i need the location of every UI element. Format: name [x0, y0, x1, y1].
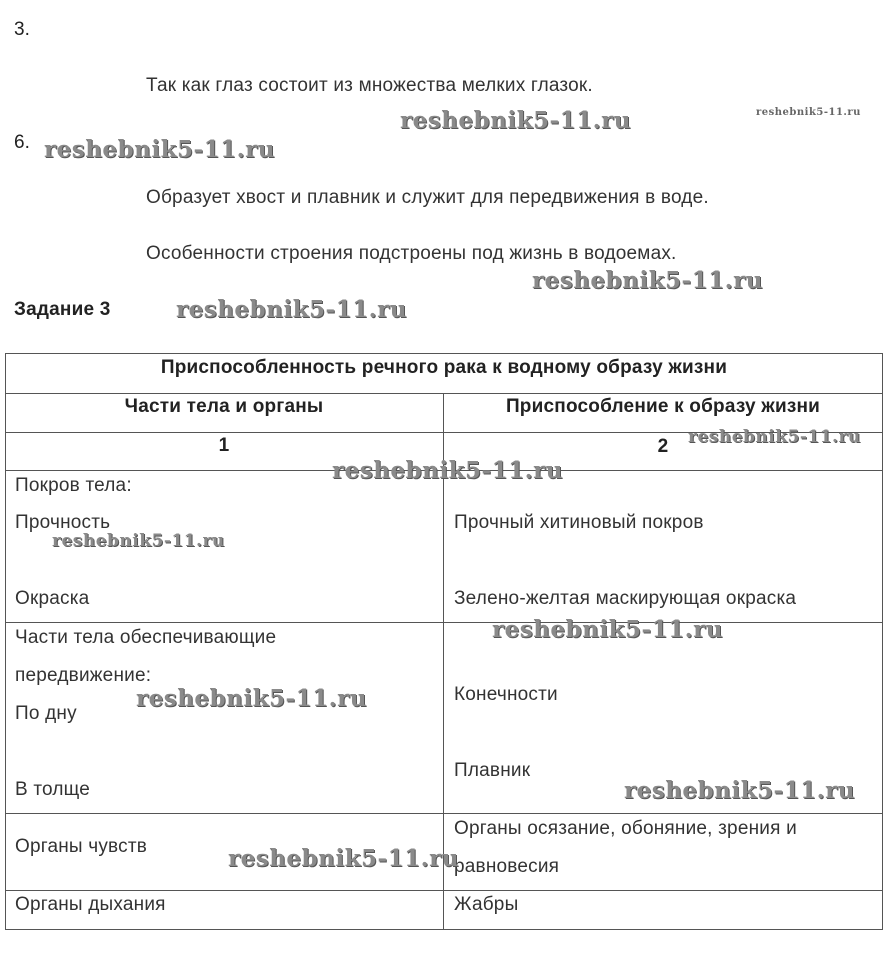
table-cell-text: Прочный хитиновый покров — [454, 512, 704, 533]
watermark: reshebnik5-11.ru — [756, 107, 861, 118]
column-header-adaptation: Приспособление к образу жизни — [505, 396, 821, 417]
table-cell-text: Органы дыхания — [15, 894, 166, 915]
item-number-6: 6. — [14, 132, 30, 153]
table-cell-text: Плавник — [454, 760, 531, 781]
watermark: reshebnik5-11.ru — [688, 427, 861, 447]
table-cell-text: Покров тела: — [15, 475, 132, 496]
table-cell-text: Зелено-желтая маскирующая окраска — [454, 588, 797, 609]
table-cell-text: равновесия — [454, 856, 560, 877]
watermark: reshebnik5-11.ru — [52, 531, 225, 551]
watermark: reshebnik5-11.ru — [492, 616, 723, 643]
table-cell-text: По дну — [15, 703, 77, 724]
answer-6-text-a: Образует хвост и плавник и служит для передвижения в воде. — [146, 187, 709, 208]
answer-3-text: Так как глаз состоит из множества мелких глазок. — [146, 75, 593, 96]
watermark: reshebnik5-11.ru — [532, 267, 763, 294]
watermark: reshebnik5-11.ru — [136, 685, 367, 712]
watermark: reshebnik5-11.ru — [228, 845, 459, 872]
task-heading: Задание 3 — [14, 299, 111, 320]
table-cell-text: В толще — [15, 779, 91, 800]
table-cell-text: Органы чувств — [15, 836, 148, 857]
watermark: reshebnik5-11.ru — [400, 107, 631, 134]
column-header-parts: Части тела и органы — [124, 396, 324, 417]
table-cell-text: Жабры — [454, 894, 519, 915]
table-cell-text: Прочность — [15, 512, 111, 533]
watermark: reshebnik5-11.ru — [624, 777, 855, 804]
table-cell-text: Органы осязание, обоняние, зрения и — [454, 818, 797, 839]
watermark: reshebnik5-11.ru — [176, 296, 407, 323]
table-cell-text: Окраска — [15, 588, 90, 609]
column-number-1: 1 — [218, 435, 230, 456]
table-title: Приспособленность речного рака к водному образу жизни — [160, 357, 728, 378]
table-cell-text: Конечности — [454, 684, 558, 705]
watermark: reshebnik5-11.ru — [332, 457, 563, 484]
answer-6-text-b: Особенности строения подстроены под жизнь в водоемах. — [146, 243, 677, 264]
column-number-2: 2 — [657, 436, 669, 457]
watermark: reshebnik5-11.ru — [44, 136, 275, 163]
table-cell-text: Части тела обеспечивающие — [15, 627, 277, 648]
item-number-3: 3. — [14, 19, 30, 40]
table-cell-text: передвижение: — [15, 665, 152, 686]
